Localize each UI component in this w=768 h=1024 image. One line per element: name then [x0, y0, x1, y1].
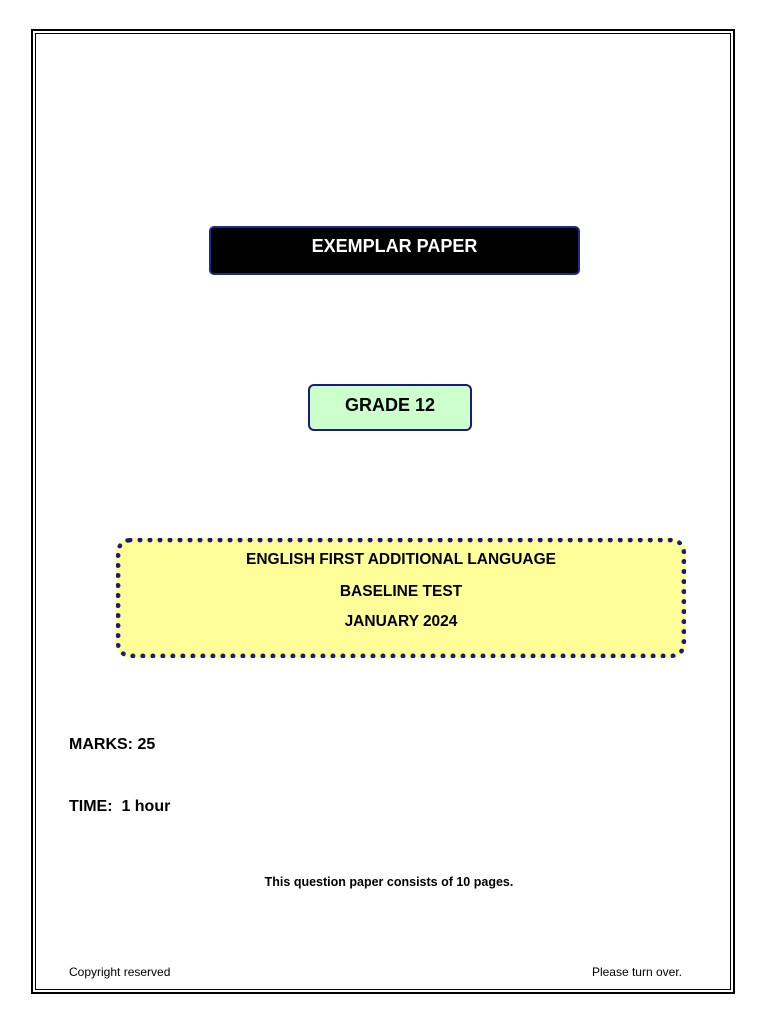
marks-text: MARKS: 25	[69, 736, 156, 753]
footer-copyright: Copyright reserved	[69, 965, 171, 979]
exemplar-paper-label: EXEMPLAR PAPER	[311, 236, 478, 256]
test-date: JANUARY 2024	[344, 613, 458, 630]
test-type: BASELINE TEST	[339, 583, 463, 600]
time-text: TIME: 1 hour	[69, 798, 171, 815]
footer-turn-over: Please turn over.	[591, 965, 682, 979]
subject-info-box	[116, 538, 686, 658]
page-border-inner	[35, 33, 731, 990]
exemplar-paper-banner	[209, 226, 580, 275]
grade-badge	[308, 384, 472, 431]
subject-title: ENGLISH FIRST ADDITIONAL LANGUAGE	[246, 551, 556, 568]
grade-label: GRADE 12	[344, 395, 436, 415]
page-count-note: This question paper consists of 10 pages.	[264, 875, 514, 889]
